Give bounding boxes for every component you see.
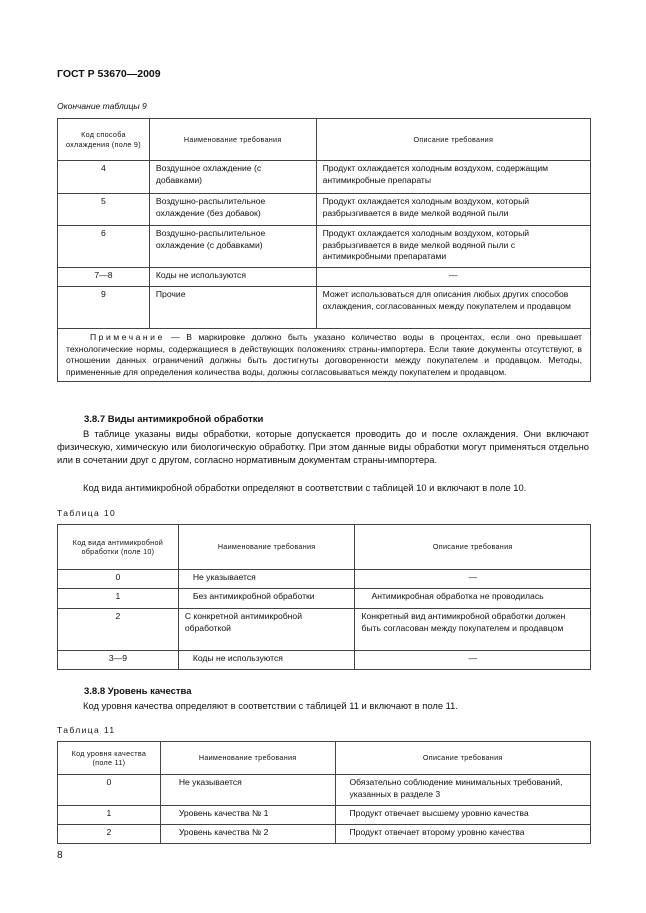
- row-name: С конкретной антимикробной обработкой: [178, 609, 355, 651]
- row-description: Продукт отвечает высшему уровню качества: [335, 806, 591, 825]
- row-description: Обязательно соблюдение минимальных требований, указанных в разделе 3: [335, 775, 591, 806]
- table-row: [58, 268, 591, 287]
- header-code: Код вида антимикробной обработки (поле 10): [58, 525, 179, 570]
- table-note-row: [58, 329, 591, 382]
- table-row: [58, 609, 591, 651]
- row-code: 7—8: [58, 268, 150, 287]
- row-code: 4: [58, 161, 150, 194]
- row-description: Может использоваться для описания любых других способов охлаждения, согласованных между покупателем и продавцом: [316, 287, 590, 329]
- table9-caption: Окончание таблицы 9: [57, 101, 147, 111]
- table-header-row: [58, 742, 591, 775]
- table-9: [57, 118, 591, 382]
- header-name: Наименование требования: [149, 119, 316, 161]
- row-code: 2: [58, 825, 161, 844]
- table-row: [58, 806, 591, 825]
- section-3-8-7-paragraph: [57, 427, 589, 466]
- paragraph-text: В таблице указаны виды обработки, которые допускается проводить до и после охлаждения. Они включают физическую, химическую или биологическую обработку. При этом данные виды обработки могут применяться отдельно или в сочетании друг с другом, согласно нормативным документам страны-импортера.: [57, 428, 589, 465]
- row-description: —: [316, 268, 590, 287]
- table-row: [58, 161, 591, 194]
- table-row: [58, 825, 591, 844]
- section-3-8-7-paragraph: [57, 481, 589, 494]
- table-row: [58, 589, 591, 609]
- row-name: Прочие: [149, 287, 316, 329]
- table10-caption: Таблица 10: [57, 508, 117, 518]
- section-3-8-8-title: 3.8.8 Уровень качества: [84, 686, 192, 697]
- table-header-row: [58, 525, 591, 570]
- row-name: Воздушное охлаждение (с добавками): [149, 161, 316, 194]
- header-description: Описание требования: [335, 742, 591, 775]
- row-description: Продукт отвечает второму уровню качества: [335, 825, 591, 844]
- row-code: 5: [58, 194, 150, 226]
- section-3-8-7-title: 3.8.7 Виды антимикробной обработки: [84, 414, 264, 425]
- header-code: Код уровня качества (поле 11): [58, 742, 161, 775]
- row-name: Коды не используются: [149, 268, 316, 287]
- header-name: Наименование требования: [178, 525, 355, 570]
- header-description: Описание требования: [355, 525, 591, 570]
- row-description: —: [355, 570, 591, 589]
- row-code: 0: [58, 775, 161, 806]
- row-code: 1: [58, 806, 161, 825]
- table-10: [57, 524, 591, 670]
- row-name: Воздушно-распылительное охлаждение (без добавок): [149, 194, 316, 226]
- header-description: Описание требования: [316, 119, 590, 161]
- table-row: [58, 287, 591, 329]
- row-code: 1: [58, 589, 179, 609]
- row-name: Без антимикробной обработки: [178, 589, 355, 609]
- row-description: —: [355, 651, 591, 670]
- document-number: ГОСТ Р 53670—2009: [57, 68, 161, 80]
- row-code: 6: [58, 226, 150, 268]
- row-description: Конкретный вид антимикробной обработки должен быть согласован между покупателем и продавцом: [355, 609, 591, 651]
- row-description: Продукт охлаждается холодным воздухом, который разбрызгивается в виде мелкой водяной пыли: [316, 194, 590, 226]
- row-name: Не указывается: [160, 775, 335, 806]
- note-label: Примечание: [90, 332, 165, 342]
- row-code: 9: [58, 287, 150, 329]
- paragraph-text: Код вида антимикробной обработки определяют в соответствии с таблицей 10 и включают в поле 10.: [83, 482, 527, 493]
- table-row: [58, 570, 591, 589]
- row-description: Антимикробная обработка не проводилась: [355, 589, 591, 609]
- table-row: [58, 226, 591, 268]
- row-name: Уровень качества № 2: [160, 825, 335, 844]
- table-row: [58, 651, 591, 670]
- paragraph-text: Код уровня качества определяют в соответствии с таблицей 11 и включают в поле 11.: [83, 700, 458, 711]
- table-row: [58, 775, 591, 806]
- row-code: 0: [58, 570, 179, 589]
- row-name: Не указывается: [178, 570, 355, 589]
- page-number: 8: [57, 850, 63, 861]
- section-3-8-8-paragraph: [57, 699, 589, 712]
- table-11: [57, 741, 591, 844]
- row-code: 2: [58, 609, 179, 651]
- note-text: — В маркировке должно быть указано количество воды в процентах, если оно превышает технологические нормы, содержащиеся в действующих положениях страны-импортера. Если такие документы отсутствуют, в отношении данных ограничений должны быть достигнуты договоренности между покупателем и продавцом. Методы, примененные для определения количества воды, должны согласовываться между покупателем и продавцом.: [66, 332, 582, 377]
- row-name: Коды не используются: [178, 651, 355, 670]
- row-description: Продукт охлаждается холодным воздухом, который разбрызгивается в виде мелкой водяной пыли с антимикробными препаратами: [316, 226, 590, 268]
- table-note: [58, 329, 591, 382]
- row-name: Уровень качества № 1: [160, 806, 335, 825]
- row-code: 3—9: [58, 651, 179, 670]
- table-row: [58, 194, 591, 226]
- row-description: Продукт охлаждается холодным воздухом, содержащим антимикробные препараты: [316, 161, 590, 194]
- header-name: Наименование требования: [160, 742, 335, 775]
- table11-caption: Таблица 11: [57, 725, 116, 735]
- table-header-row: [58, 119, 591, 161]
- row-name: Воздушно-распылительное охлаждение (с добавками): [149, 226, 316, 268]
- header-code: Код способа охлаждения (поле 9): [58, 119, 150, 161]
